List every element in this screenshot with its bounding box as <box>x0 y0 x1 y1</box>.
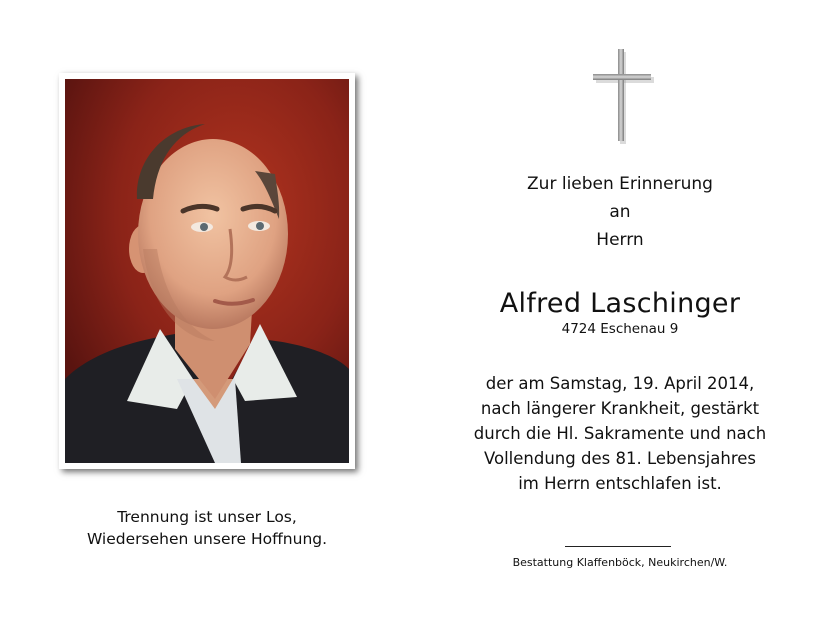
divider-line <box>565 546 671 547</box>
announcement-line-1: der am Samstag, 19. April 2014, <box>485 374 755 393</box>
announcement-line-5: im Herrn entschlafen ist. <box>518 474 722 493</box>
memorial-heading <box>455 170 785 254</box>
undertaker-credit: Bestattung Klaffenböck, Neukirchen/W. <box>512 556 728 569</box>
portrait-photo-frame <box>59 73 355 469</box>
announcement-line-2: nach längerer Krankheit, gestärkt <box>480 399 760 418</box>
memorial-line-3: Herrn <box>596 230 644 250</box>
portrait-photo <box>65 79 349 463</box>
farewell-quote <box>59 506 355 550</box>
quote-line-1: Trennung ist unser Los, <box>117 508 297 526</box>
quote-line-2: Wiedersehen unsere Hoffnung. <box>86 530 328 548</box>
deceased-address: 4724 Eschenau 9 <box>561 321 679 337</box>
memorial-line-1: Zur lieben Erinnerung <box>527 174 713 194</box>
announcement-text <box>455 371 785 496</box>
announcement-line-3: durch die Hl. Sakramente und nach <box>473 424 767 443</box>
announcement-line-4: Vollendung des 81. Lebensjahres <box>484 449 756 468</box>
portrait-illustration <box>65 79 349 463</box>
deceased-name: Alfred Laschinger <box>499 288 741 319</box>
cross-icon <box>588 46 656 146</box>
memorial-line-2: an <box>609 202 631 222</box>
